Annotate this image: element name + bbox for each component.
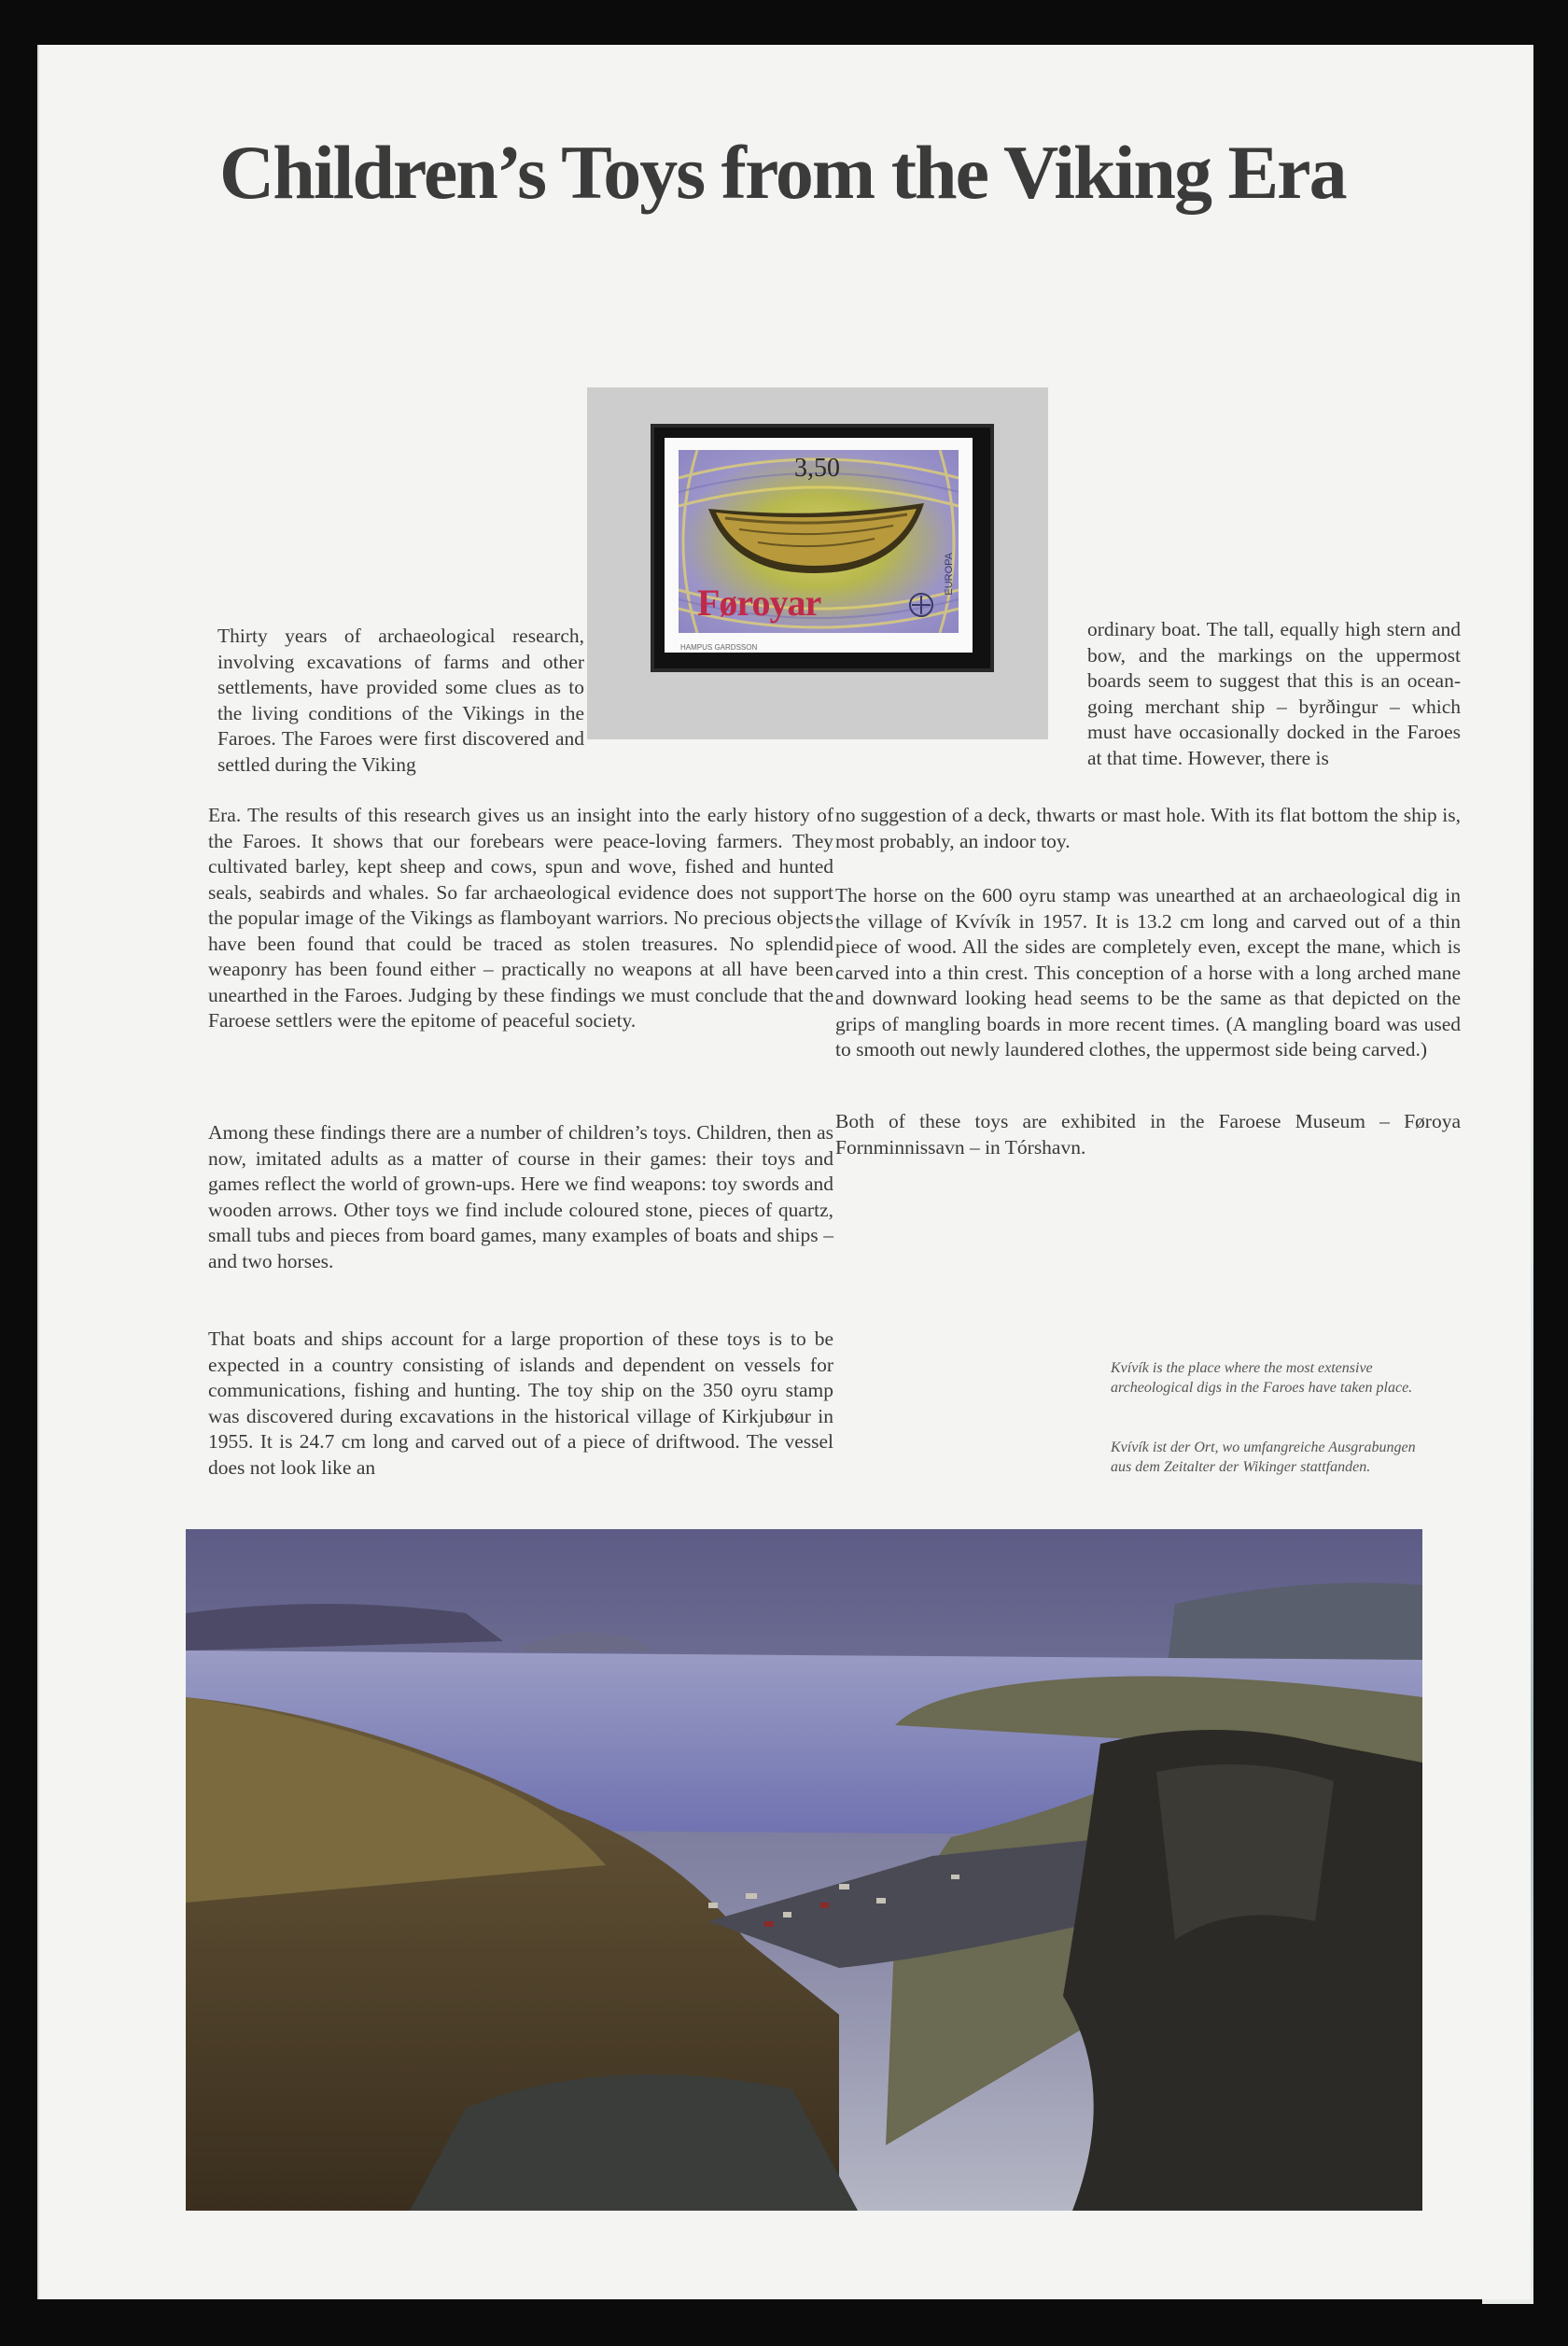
cept-logo-icon: [908, 592, 934, 618]
article-paragraph-3-continued-wrap: ordinary boat. The tall, equally high stern and bow, and the markings on the uppermost boards seem to suggest that this is an ocean-going merchant ship – byrðingur – which must have occasionally docked in the Faroes at that time. However, there is: [1087, 618, 1461, 769]
landscape-image: [186, 1529, 1422, 2211]
toy-boat-image: [707, 501, 926, 576]
stamp-artwork: [679, 450, 959, 633]
article-paragraph-3-continued: no suggestion of a deck, thwarts or mast hole. With its flat bottom the ship is, most probably, an indoor toy.: [835, 804, 1461, 852]
article-paragraph-1: Era. The results of this research gives us an insight into the early history of the Faroes. It shows that our forebears were peace-loving farmers. They cultivated barley, kept sheep and cows, spun and wove, fished and hunted seals, seabirds and whales. So far archaeological evidence does not support the popular image of the Vikings as flamboyant warriors. No precious objects have been found that could be traced as stolen treasures. No splendid weaponry has been found either – practically no weapons at all have been unearthed in the Faroes. Judging by these findings we must conclude that the Faroese settlers were the epitome of peaceful society.: [208, 804, 833, 1032]
kvivik-landscape-photo: [186, 1529, 1422, 2211]
stamp-artist-credit: HAMPUS GARDSSON: [680, 643, 758, 652]
stamp-country-name: Føroyar: [697, 582, 821, 624]
stamp-frame: [651, 424, 994, 672]
article-paragraph-4: The horse on the 600 oyru stamp was unearthed at an archaeological dig in the village of Kvívík in 1957. It is 13.2 cm long and carved out of a thin piece of wood. All the sides are completely even, except the mane, which is carved into a thin crest. This conception of a horse with a long arched mane and downward looking head seems to be the same as that depicted on the grips of mangling boards in more recent times. (A mangling board was used to smooth out newly laundered clothes, the uppermost side being carved.): [835, 884, 1461, 1061]
photo-caption-english: Kvívík is the place where the most extensive archeological digs in the Faroes have taken place.: [1111, 1360, 1413, 1396]
album-page: [37, 45, 1531, 2299]
stamp: [667, 441, 970, 650]
article-paragraph-1-wrap: Thirty years of archaeological research, involving excavations of farms and other settlements, have provided some clues as to the living conditions of the Vikings in the Faroes. The Faroes were first discovered and settled during the Viking: [217, 625, 584, 776]
stamp-europa-label: EUROPA: [944, 553, 955, 596]
stamp-value: 3,50: [794, 454, 840, 483]
photo-caption-german: Kvívík ist der Ort, wo umfangreiche Ausgrabungen aus dem Zeitalter der Wikinger stattfanden.: [1111, 1440, 1416, 1475]
article-paragraph-2: Among these findings there are a number of children’s toys. Children, then as now, imitated adults as a matter of course in their games: their toys and games reflect the world of grown-ups. Here we find weapons: toy swords and wooden arrows. Other toys we find include coloured stone, pieces of quartz, small tubs and pieces from board games, many examples of boats and ships – and two horses.: [208, 1121, 833, 1272]
article-paragraph-5: Both of these toys are exhibited in the Faroese Museum – Føroya Fornminnissavn – in Tórshavn.: [835, 1110, 1461, 1159]
page-title: Children’s Toys from the Viking Era: [219, 130, 1346, 215]
stamp-mount: [587, 387, 1048, 739]
article-paragraph-3: That boats and ships account for a large proportion of these toys is to be expected in a country consisting of islands and dependent on vessels for communications, fishing and hunting. The toy ship on the 350 oyru stamp was discovered during excavations in the historical village of Kirkjubøur in 1955. It is 24.7 cm long and carved out of a piece of driftwood. The vessel does not look like an: [208, 1328, 833, 1479]
